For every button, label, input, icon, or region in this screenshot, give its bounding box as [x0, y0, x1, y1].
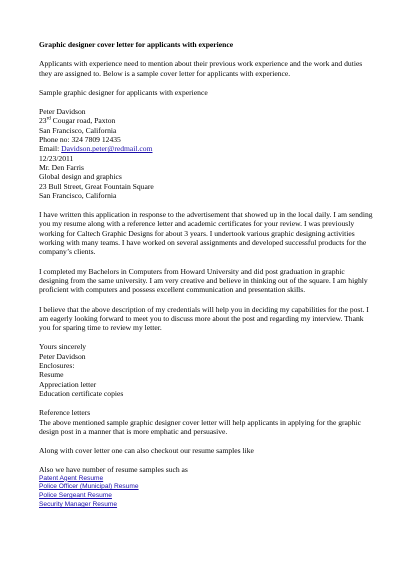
also-text: Also we have number of resume samples such as — [39, 465, 188, 475]
sender-address — [39, 107, 373, 200]
along-text: Along with cover letter one can also checkout our resume samples like — [39, 446, 254, 456]
reference-text: The above mentioned sample graphic designer cover letter will help applicants in applying for the graphic design post in a manner that is more emphatic and persuasive. — [39, 417, 361, 436]
recipient-company: Global design and graphics — [39, 172, 122, 182]
body-paragraph-2: I completed my Bachelors in Computers from Howard University and did post graduation in graphic designing from the same university. I am very creative and believe in thinking out of the square. I am highly proficient with computers and possess excellent communication and presentation skills. — [39, 266, 368, 295]
reference-heading: Reference letters — [39, 408, 91, 418]
enclosure-item: Appreciation letter — [39, 379, 97, 389]
salutation: Yours sincerely — [39, 342, 87, 352]
sender-city: San Francisco, California — [39, 125, 117, 135]
intro-paragraph: Applicants with experience need to mention about their previous work experience and the work and duties they are assigned to. Below is a sample cover letter for applicants with experience. — [39, 59, 363, 78]
recipient-city: San Francisco, California — [39, 190, 117, 200]
sender-email: Email: Davidson.peter@redmail.com — [39, 144, 153, 154]
resume-link-police-sergeant[interactable]: Police Sergeant Resume — [39, 492, 112, 500]
email-link[interactable]: Davidson.peter@redmail.com — [61, 144, 153, 154]
body-paragraph-1: I have written this application in response to the advertisement that showed up in the local daily. I am sending you my resume along with a reference letter and academic certificates for your review. I was previously working for Caltech Graphic Designs for about 3 years. I undertook various graphic designing activities working with many teams. I have worked on several assignments and developed successful products for the company’s clients. — [39, 210, 373, 257]
sender-name: Peter Davidson — [39, 107, 86, 117]
recipient-name: Mr. Den Farris — [39, 162, 84, 172]
closing-name: Peter Davidson — [39, 351, 86, 361]
sender-phone: Phone no: 324 7809 12435 — [39, 135, 121, 145]
enclosure-item: Education certificate copies — [39, 388, 124, 398]
page-title: Graphic designer cover letter for applicants with experience — [39, 40, 234, 49]
resume-links — [39, 475, 373, 510]
recipient-street: 23 Bull Street, Great Fountain Square — [39, 181, 154, 191]
resume-link-security-manager[interactable]: Security Manager Resume — [39, 501, 118, 509]
sender-street: 23rd Cougar road, Paxton — [39, 116, 116, 126]
enclosures-label: Enclosures: — [39, 361, 75, 371]
resume-link-police-officer[interactable]: Police Officer (Municipal) Resume — [39, 483, 139, 491]
resume-link-patent-agent[interactable]: Patent Agent Resume — [39, 474, 104, 482]
letter-date: 12/23/2011 — [39, 153, 74, 163]
enclosure-item: Resume — [39, 370, 64, 380]
closing-block — [39, 342, 373, 398]
body-paragraph-3: I believe that the above description of my credentials will help you in deciding my capabilities for the post. I am eagerly looking forward to meet you to discuss more about the post and regarding my interview. Thank you for sparing time to review my letter. — [39, 304, 369, 333]
sample-heading: Sample graphic designer for applicants with experience — [39, 87, 208, 97]
